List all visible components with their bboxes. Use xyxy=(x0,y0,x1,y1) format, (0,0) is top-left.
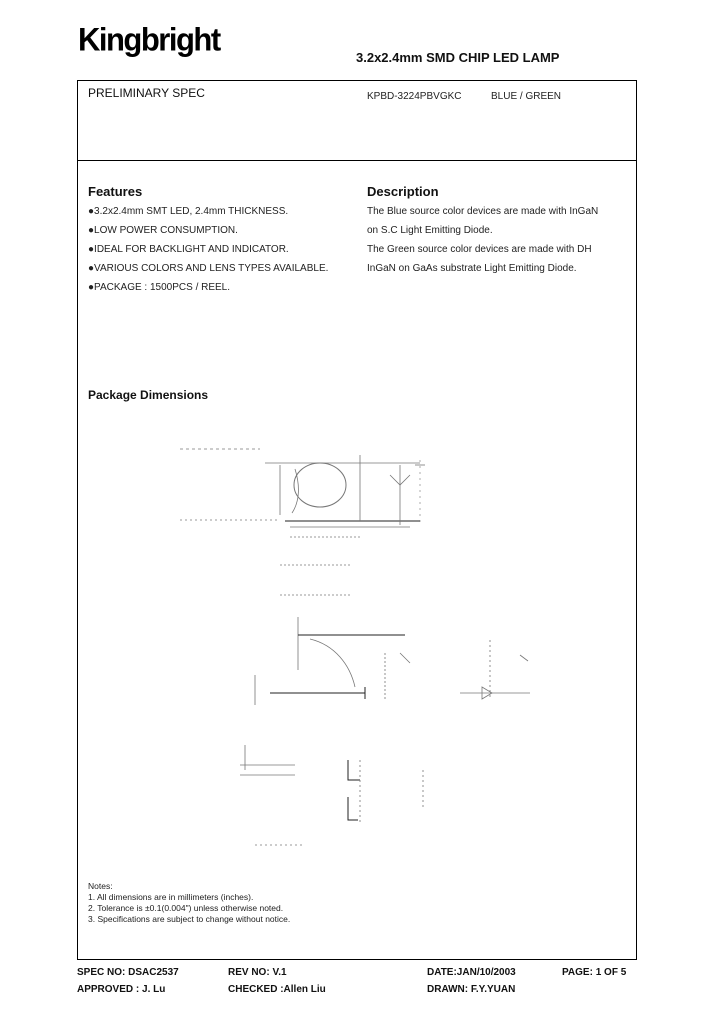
description-heading: Description xyxy=(367,184,439,199)
notes-block xyxy=(88,881,290,925)
solder-pad-drawing xyxy=(240,745,423,845)
description-line: The Blue source color devices are made with InGaN xyxy=(367,206,599,217)
package-dimensions-drawing xyxy=(160,425,550,865)
revision-number: REV NO: V.1 xyxy=(228,967,287,978)
note-item: 2. Tolerance is ±0.1(0.004") unless otherwise noted. xyxy=(88,903,284,913)
circuit-symbol-drawing xyxy=(460,640,530,700)
issue-date: DATE:JAN/10/2003 xyxy=(427,967,516,978)
note-item: 1. All dimensions are in millimeters (inches). xyxy=(88,892,254,902)
spec-number: SPEC NO: DSAC2537 xyxy=(77,967,179,978)
description-line: on S.C Light Emitting Diode. xyxy=(367,225,493,236)
feature-item: ●LOW POWER CONSUMPTION. xyxy=(88,225,238,236)
checked-by: CHECKED :Allen Liu xyxy=(228,984,326,995)
approved-by: APPROVED : J. Lu xyxy=(77,984,166,995)
notes-heading: Notes: xyxy=(88,881,113,891)
description-line: InGaN on GaAs substrate Light Emitting Diode. xyxy=(367,263,577,274)
page-indicator: PAGE: 1 OF 5 xyxy=(562,967,627,978)
feature-item: ●VARIOUS COLORS AND LENS TYPES AVAILABLE. xyxy=(88,263,329,274)
feature-item: ●PACKAGE : 1500PCS / REEL. xyxy=(88,282,231,293)
part-number: KPBD-3224PBVGKC xyxy=(367,91,462,102)
spec-status: PRELIMINARY SPEC xyxy=(88,86,205,100)
feature-item: ●3.2x2.4mm SMT LED, 2.4mm THICKNESS. xyxy=(88,206,289,217)
brand-logo: Kingbright xyxy=(78,21,220,58)
side-view-drawing xyxy=(255,595,410,705)
document-title: 3.2x2.4mm SMD CHIP LED LAMP xyxy=(356,50,560,65)
drawn-by: DRAWN: F.Y.YUAN xyxy=(427,984,516,995)
feature-item: ●IDEAL FOR BACKLIGHT AND INDICATOR. xyxy=(88,244,289,255)
top-view-drawing xyxy=(180,449,425,565)
note-item: 3. Specifications are subject to change without notice. xyxy=(88,914,291,924)
features-heading: Features xyxy=(88,184,143,199)
features-list xyxy=(88,205,328,300)
emitting-colors: BLUE / GREEN xyxy=(491,91,562,102)
description-line: The Green source color devices are made with DH xyxy=(367,244,592,255)
package-dimensions-heading: Package Dimensions xyxy=(88,388,209,402)
divider xyxy=(77,160,637,161)
